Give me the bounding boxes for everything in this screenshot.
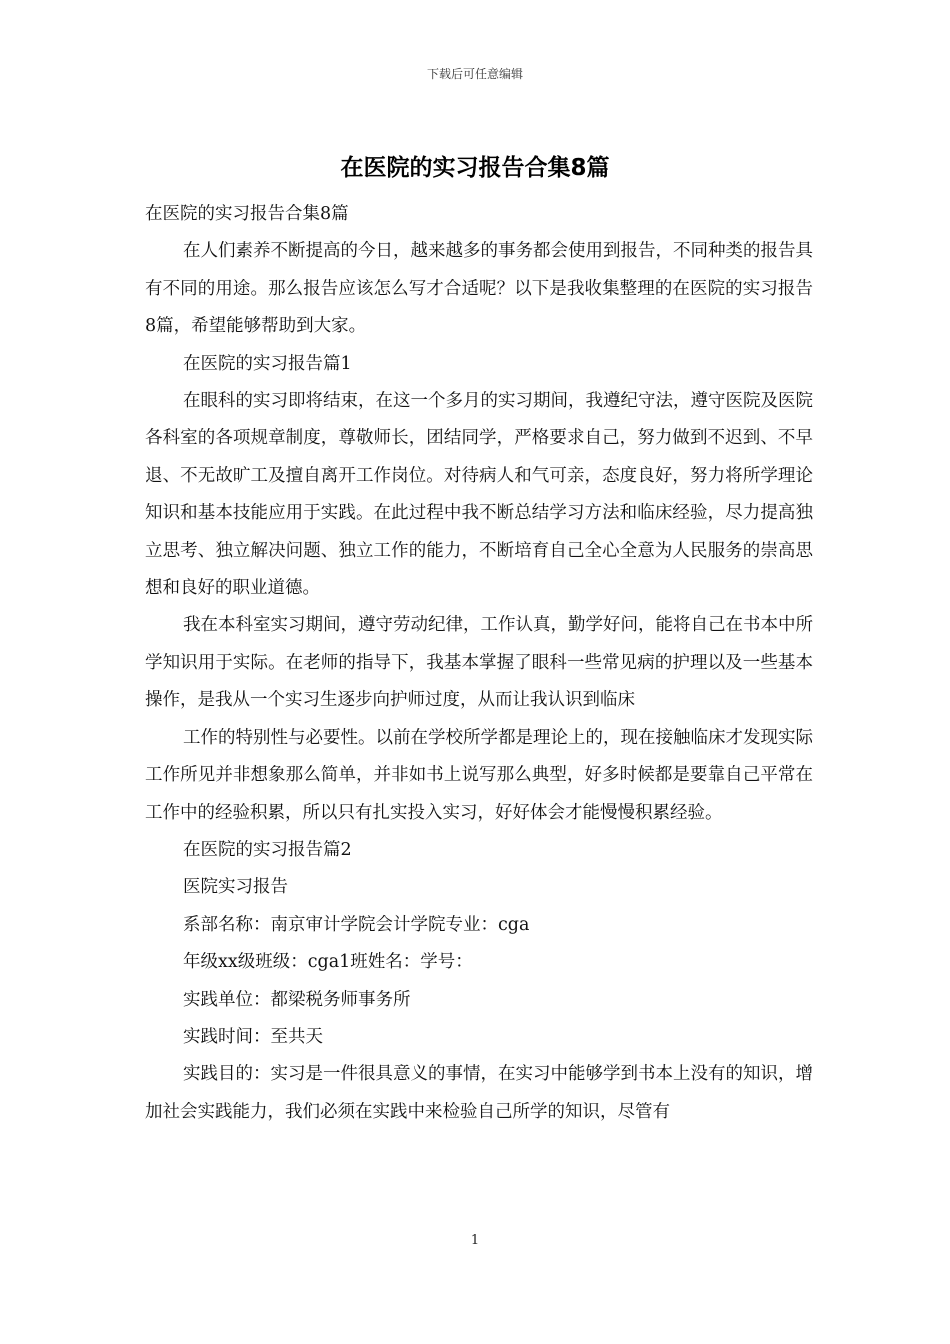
paragraph: 实践单位：都梁税务师事务所: [183, 989, 411, 1010]
section-heading-report-1: 在医院的实习报告篇1: [183, 353, 352, 374]
paragraph: 实践目的：实习是一件很具意义的事情，在实习中能够学到书本上没有的知识，增加社会实践能力，我们必须在实践中来检验自己所学的知识，尽管有: [145, 1064, 813, 1122]
document-title: 在医院的实习报告合集8篇: [340, 155, 610, 181]
document-body: [145, 196, 813, 1131]
paragraph: 实践时间：至共天: [183, 1026, 323, 1047]
paragraph: 在眼科的实习即将结束，在这一个多月的实习期间，我遵纪守法，遵守医院及医院各科室的各项规章制度，尊敬师长，团结同学，严格要求自己，努力做到不迟到、不早退、不无故旷工及擅自离开工作岗位。对待病人和气可亲，态度良好，努力将所学理论知识和基本技能应用于实践。在此过程中我不断总结学习方法和临床经验，尽力提高独立思考、独立解决问题、独立工作的能力，不断培育自己全心全意为人民服务的崇高思想和良好的职业道德。: [145, 391, 813, 599]
paragraph: 年级xx级班级：cga1班姓名：学号：: [183, 952, 473, 973]
paragraph: 医院实习报告: [183, 877, 288, 898]
paragraph: 系部名称：南京审计学院会计学院专业：cga: [183, 914, 530, 935]
page-header-note: 下载后可任意编辑: [426, 67, 523, 81]
paragraph-subtitle: 在医院的实习报告合集8篇: [145, 204, 349, 224]
page-number: 1: [470, 1233, 480, 1248]
paragraph: 工作的特别性与必要性。以前在学校所学都是理论上的，现在接触临床才发现实际工作所见并非想象那么简单，并非如书上说写那么典型，好多时候都是要靠自己平常在工作中的经验积累，所以只有扎实投入实习，好好体会才能慢慢积累经验。: [145, 727, 813, 823]
section-heading-report-2: 在医院的实习报告篇2: [183, 839, 352, 860]
paragraph: 我在本科室实习期间，遵守劳动纪律，工作认真，勤学好问，能将自己在书本中所学知识用于实际。在老师的指导下，我基本掌握了眼科一些常见病的护理以及一些基本操作，是我从一个实习生逐步向护师过度，从而让我认识到临床: [145, 615, 813, 711]
paragraph-intro: 在人们素养不断提高的今日，越来越多的事务都会使用到报告，不同种类的报告具有不同的用途。那么报告应该怎么写才合适呢？以下是我收集整理的在医院的实习报告8篇，希望能够帮助到大家。: [145, 241, 813, 337]
